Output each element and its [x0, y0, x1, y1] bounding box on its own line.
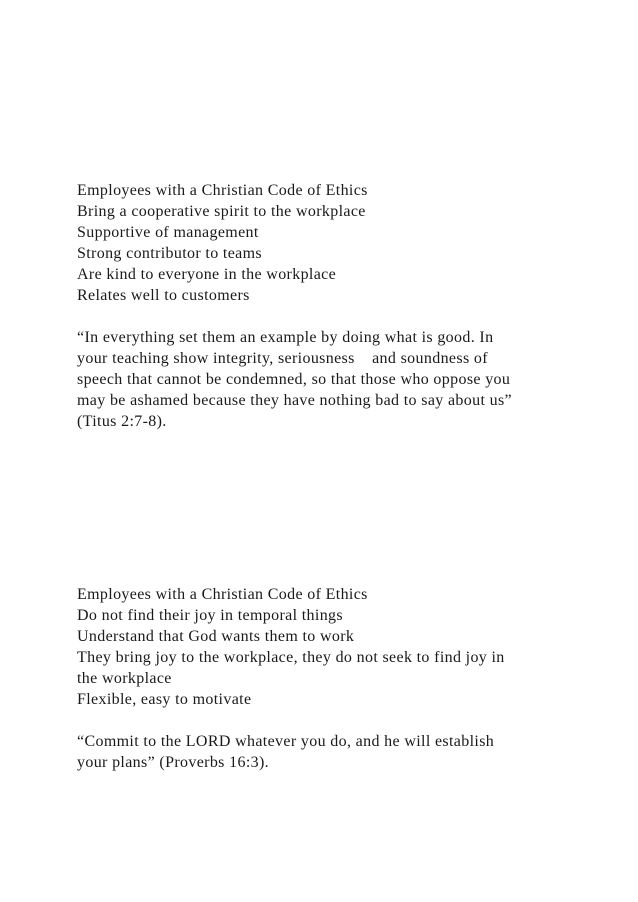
quote-line: may be ashamed because they have nothing bad to say about us” [77, 392, 512, 409]
section-ethics-2 [77, 584, 577, 773]
quote-line: “Commit to the LORD whatever you do, and he will establish [77, 733, 495, 750]
list-item: Do not find their joy in temporal things [77, 607, 343, 624]
quote-citation: (Titus 2:7-8). [77, 413, 167, 430]
list-item: Are kind to everyone in the workplace [77, 266, 337, 283]
list-item: Strong contributor to teams [77, 245, 262, 262]
list-item: Relates well to customers [77, 287, 250, 304]
list-item: They bring joy to the workplace, they do not seek to find joy in [77, 649, 505, 666]
list-item: Bring a cooperative spirit to the workplace [77, 203, 366, 220]
paragraph-spacer [77, 710, 577, 731]
list-item: Understand that God wants them to work [77, 628, 355, 645]
quote-line: your teaching show integrity, seriousness and soundness of [77, 350, 488, 367]
list-item: Supportive of management [77, 224, 259, 241]
list-item: Flexible, easy to motivate [77, 691, 252, 708]
section-heading: Employees with a Christian Code of Ethics [77, 182, 368, 199]
paragraph-spacer [77, 306, 577, 327]
list-item: the workplace [77, 670, 172, 687]
quote-line: “In everything set them an example by doing what is good. In [77, 329, 494, 346]
section-heading: Employees with a Christian Code of Ethics [77, 586, 368, 603]
quote-line: speech that cannot be condemned, so that those who oppose you [77, 371, 511, 388]
section-ethics-1 [77, 180, 577, 432]
quote-citation: your plans” (Proverbs 16:3). [77, 754, 269, 771]
